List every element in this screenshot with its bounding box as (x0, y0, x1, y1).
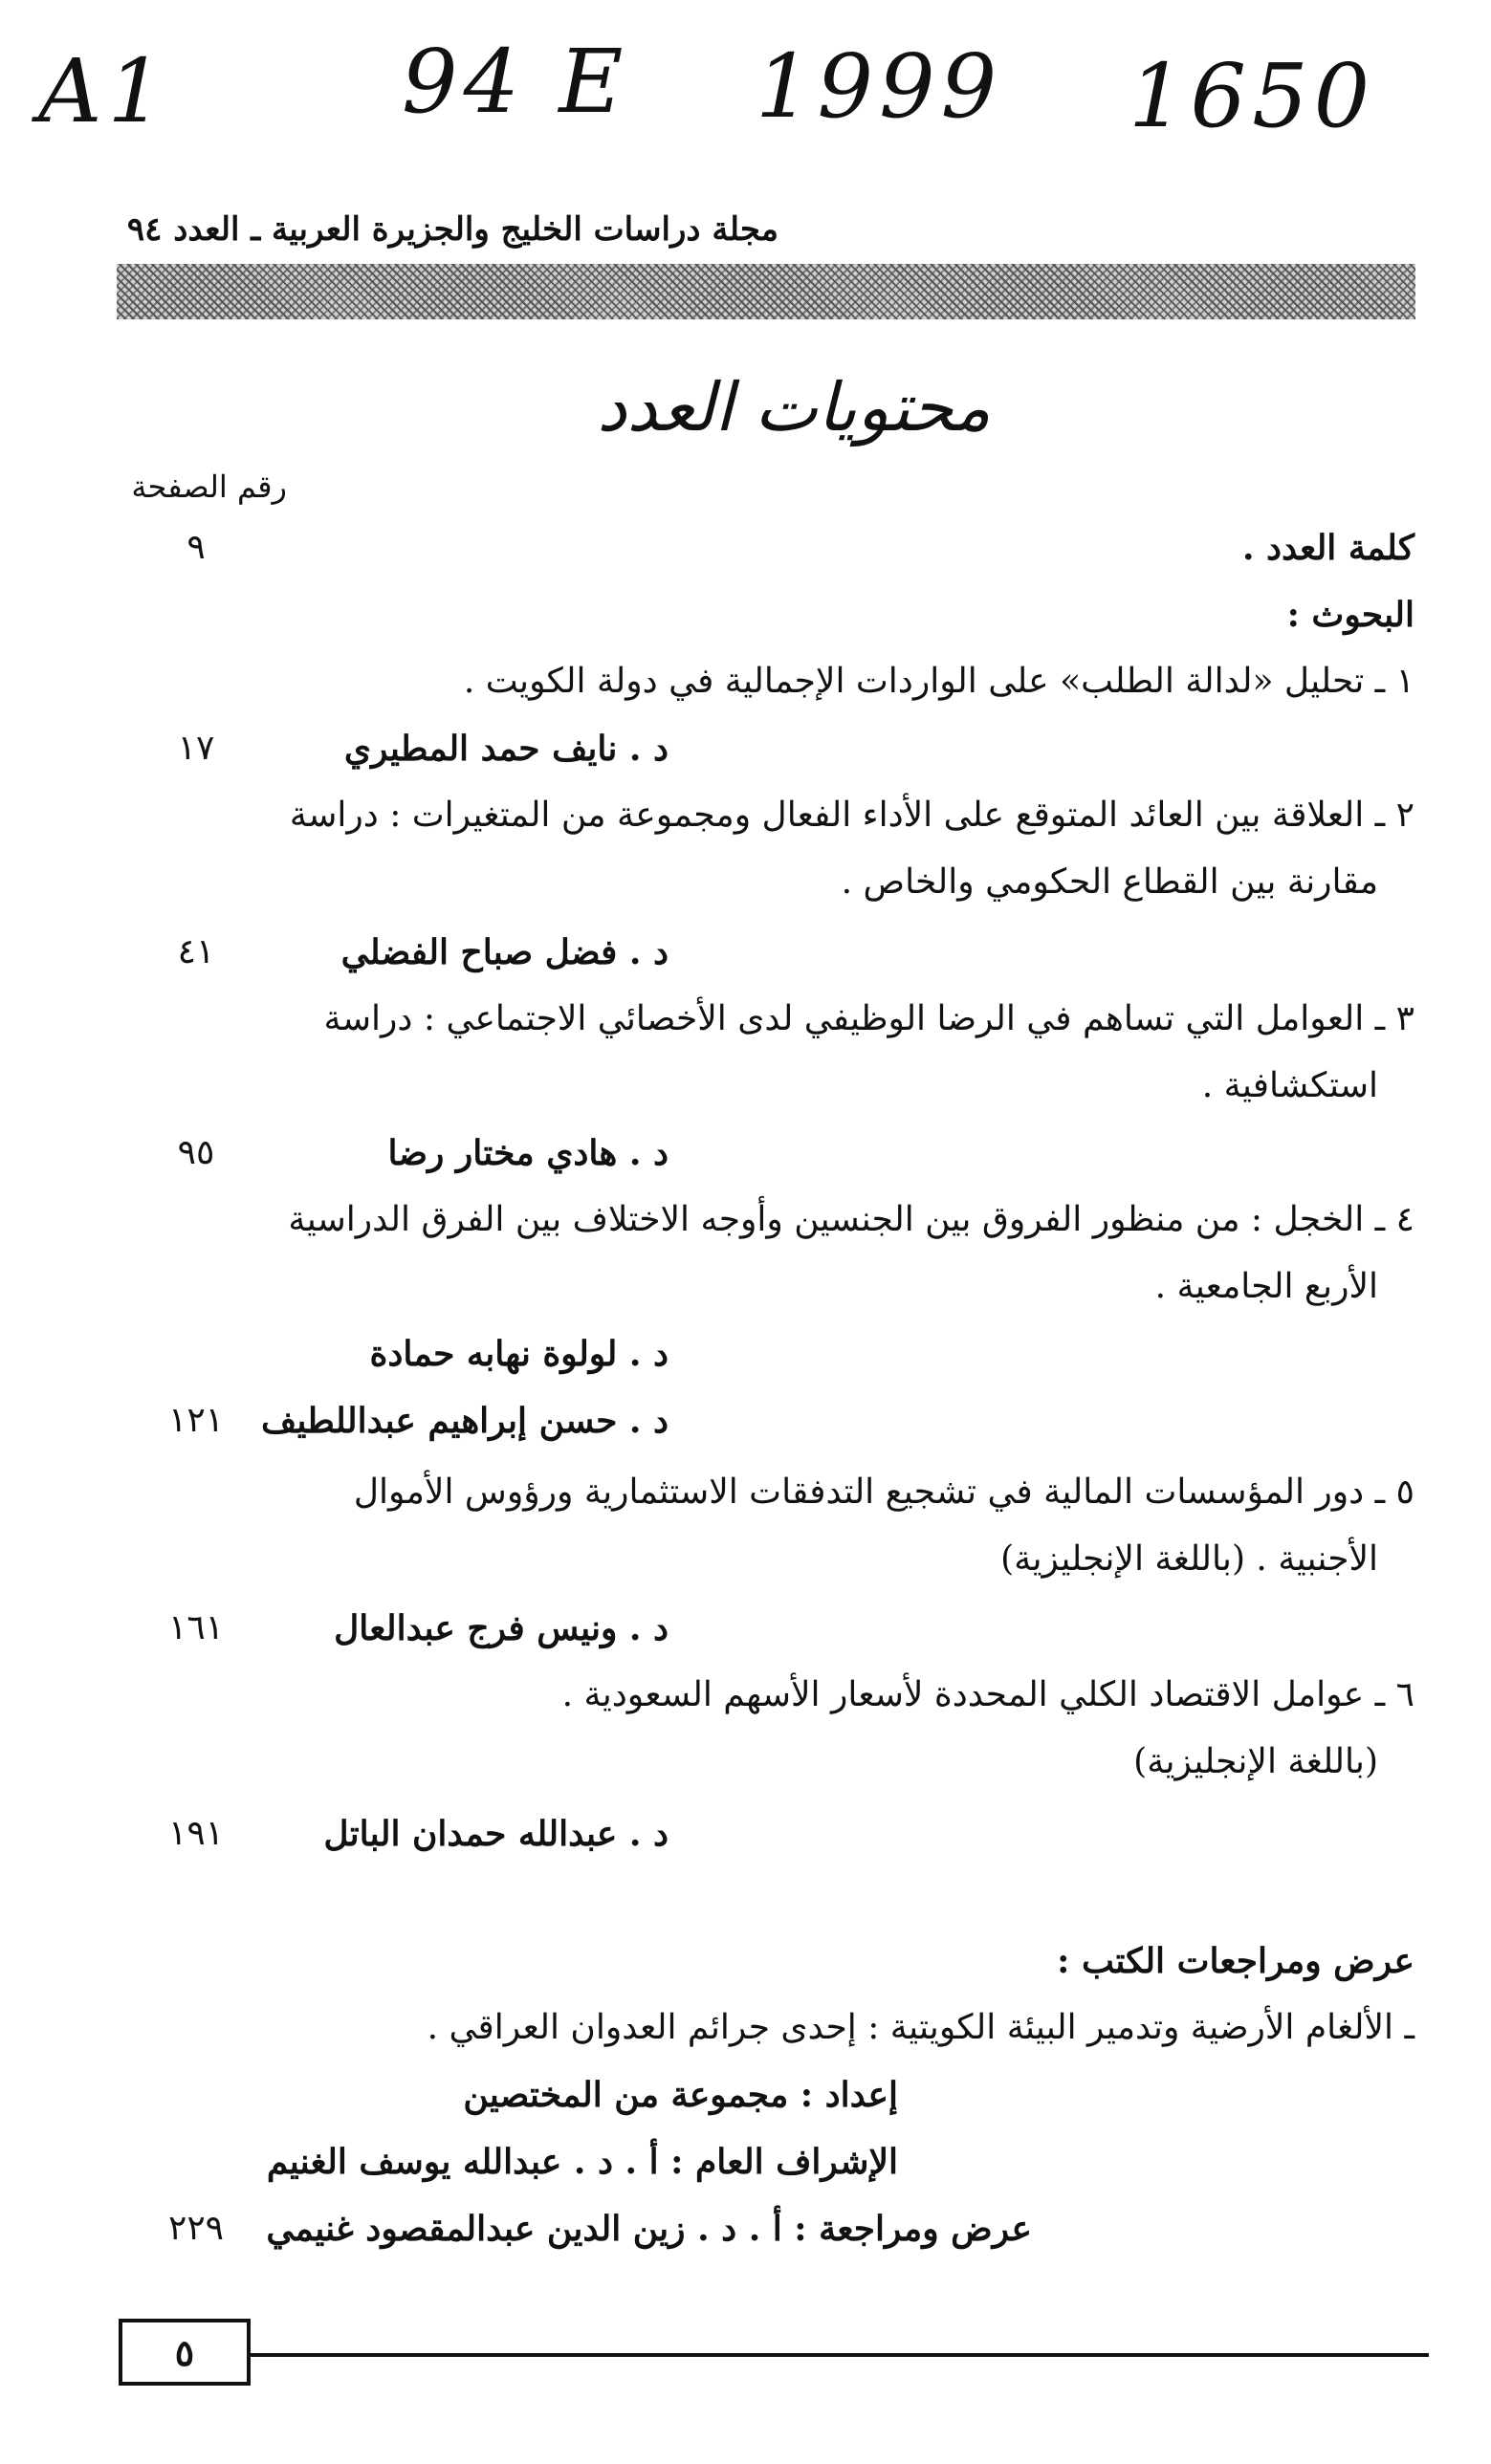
article-5-title-line-2: الأجنبية . (باللغة الإنجليزية) (1000, 1539, 1378, 1579)
handwritten-number: 1650 (1129, 45, 1376, 147)
article-2-author: د . فضل صباح الفضلي (340, 932, 669, 972)
editorial-page: ٩ (186, 528, 206, 567)
handwritten-issue: 94 E (402, 31, 629, 133)
article-6-title-line-1: ٦ ـ عوامل الاقتصاد الكلي المحددة لأسعار الأسهم السعودية . (561, 1675, 1414, 1714)
page-number: ٥ (174, 2330, 195, 2374)
header-pattern-band (117, 264, 1415, 319)
article-4-title-line-2: الأربع الجامعية . (1154, 1267, 1378, 1306)
journal-title: مجلة دراسات الخليج والجزيرة العربية ـ العدد ٩٤ (126, 210, 778, 249)
article-4-page: ١٢١ (167, 1401, 224, 1440)
article-6-title-line-2: (باللغة الإنجليزية) (1133, 1742, 1378, 1781)
article-4-author-2: د . حسن إبراهيم عبداللطيف (261, 1401, 669, 1441)
article-6-page: ١٩١ (167, 1814, 224, 1853)
article-1-page: ١٧ (177, 729, 215, 768)
contents-title: محتويات العدد (597, 368, 991, 447)
reviews-reviewer: عرض ومراجعة : أ . د . زين الدين عبدالمقصود غنيمي (266, 2209, 1032, 2249)
article-3-author: د . هادي مختار رضا (387, 1133, 669, 1173)
article-3-page: ٩٥ (177, 1133, 215, 1172)
article-2-title-line-2: مقارنة بين القطاع الحكومي والخاص . (841, 862, 1378, 902)
article-4-author-1: د . لولوة نهابه حمادة (369, 1334, 669, 1374)
reviews-supervisor: الإشراف العام : أ . د . عبدالله يوسف الغنيم (266, 2142, 898, 2182)
reviews-heading: عرض ومراجعات الكتب : (1057, 1941, 1414, 1981)
reviews-page: ٢٢٩ (167, 2209, 224, 2248)
page-column-label: رقم الصفحة (131, 469, 287, 505)
article-4-title-line-1: ٤ ـ الخجل : من منظور الفروق بين الجنسين وأوجه الاختلاف بين الفرق الدراسية (288, 1200, 1414, 1239)
article-2-page: ٤١ (177, 932, 215, 971)
page-number-box (119, 2319, 251, 2386)
research-heading: البحوث : (1286, 595, 1414, 635)
article-5-author: د . ونيس فرج عبدالعال (334, 1608, 669, 1648)
editorial-label: كلمة العدد . (1241, 528, 1414, 568)
article-5-title-line-1: ٥ ـ دور المؤسسات المالية في تشجيع التدفقات الاستثمارية ورؤوس الأموال (353, 1472, 1414, 1512)
article-6-author: د . عبدالله حمدان الباتل (323, 1814, 669, 1854)
article-1-author: د . نايف حمد المطيري (343, 729, 669, 769)
handwritten-code: A1 (38, 40, 169, 142)
article-3-title-line-1: ٣ ـ العوامل التي تساهم في الرضا الوظيفي لدى الأخصائي الاجتماعي : دراسة (323, 999, 1414, 1038)
article-1-title: ١ ـ تحليل «لدالة الطلب» على الواردات الإجمالية في دولة الكويت . (463, 662, 1414, 701)
reviews-book-title: ـ الألغام الأرضية وتدمير البيئة الكويتية : إحدى جرائم العدوان العراقي . (427, 2008, 1414, 2047)
article-2-title-line-1: ٢ ـ العلاقة بين العائد المتوقع على الأداء الفعال ومجموعة من المتغيرات : دراسة (289, 796, 1414, 835)
reviews-prepared-by: إعداد : مجموعة من المختصين (463, 2075, 898, 2115)
footer-rule (251, 2353, 1429, 2357)
handwritten-year: 1999 (756, 35, 1003, 138)
article-5-page: ١٦١ (167, 1608, 224, 1647)
article-3-title-line-2: استكشافية . (1201, 1066, 1378, 1105)
